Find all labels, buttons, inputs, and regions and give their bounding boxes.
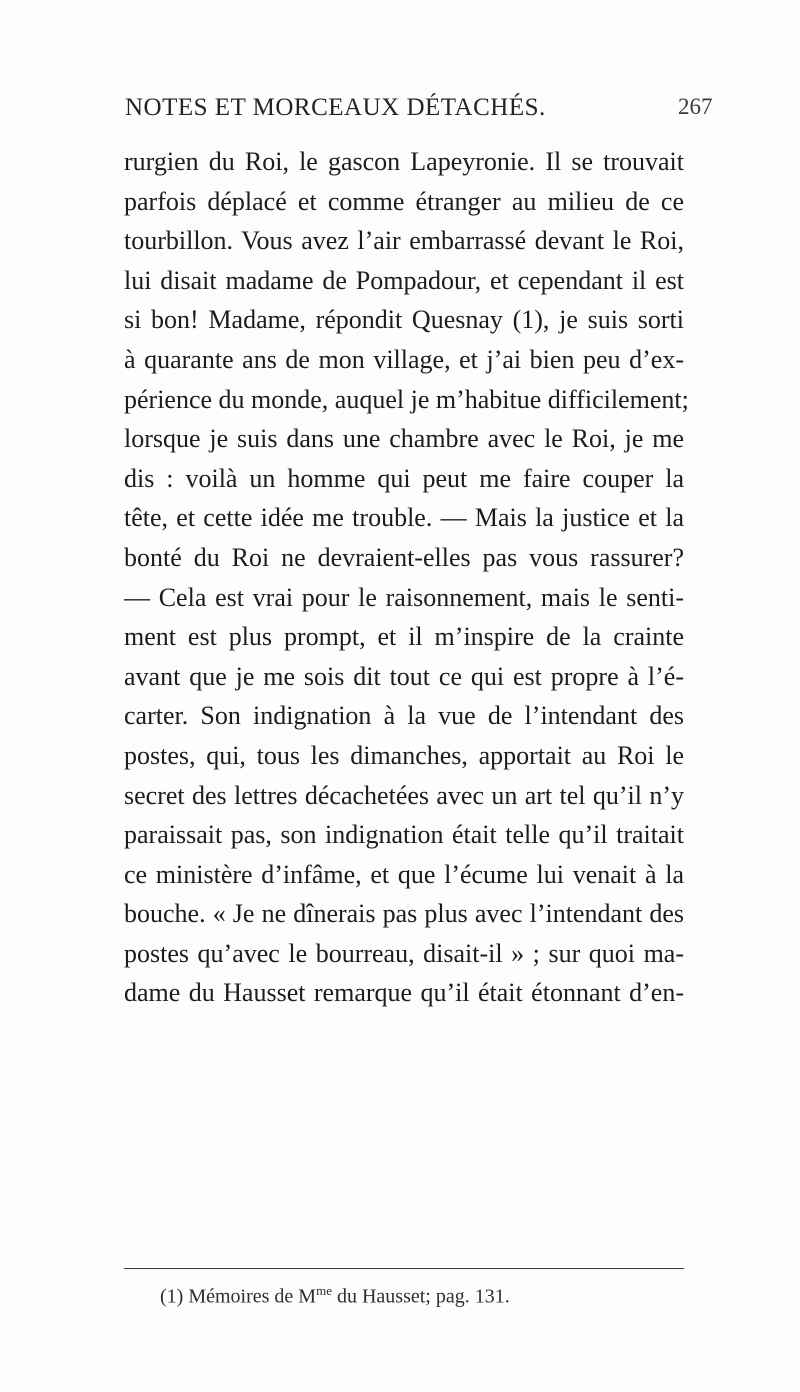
text-line: — Cela est vrai pour le raisonnement, mais le senti- xyxy=(124,582,684,612)
text-line: lorsque je suis dans une chambre avec le Roi, je me xyxy=(124,424,684,454)
text-line: paraissait pas, son indignation était telle qu’il traitait xyxy=(124,820,684,850)
footnote xyxy=(160,1283,510,1309)
text-line: ce ministère d’infâme, et que l’écume lui venait à la xyxy=(124,859,684,889)
text-line: avant que je me sois dit tout ce qui est propre à l’é- xyxy=(124,661,684,691)
text-line: bouche. « Je ne dînerais pas plus avec l’intendant des xyxy=(124,899,684,929)
text-line: secret des lettres décachetées avec un art tel qu’il n’y xyxy=(124,780,684,810)
text-line: postes qu’avec le bourreau, disait-il » ; sur quoi ma- xyxy=(124,938,684,968)
body-text xyxy=(124,142,689,1013)
text-line: bonté du Roi ne devraient-elles pas vous rassurer? xyxy=(124,542,684,572)
text-line: périence du monde, auquel je m’habitue difficilement; xyxy=(124,384,689,414)
page-header xyxy=(0,94,800,134)
text-line: rurgien du Roi, le gascon Lapeyronie. Il se trouvait xyxy=(124,147,684,176)
text-line: à quarante ans de mon village, et j’ai bien peu d’ex- xyxy=(124,344,684,374)
footnote-text: (1) Mémoires de M xyxy=(160,1285,317,1308)
text-line: dis : voilà un homme qui peut me faire couper la xyxy=(124,463,684,493)
text-line: carter. Son indignation à la vue de l’intendant des xyxy=(124,701,684,731)
footnote-superscript: me xyxy=(316,1283,332,1298)
text-line: tête, et cette idée me trouble. — Mais la justice et la xyxy=(124,503,684,533)
text-line: lui disait madame de Pompadour, et cependant il est xyxy=(124,265,684,295)
text-line: postes, qui, tous les dimanches, apportait au Roi le xyxy=(124,740,684,770)
text-line: ment est plus prompt, et il m’inspire de la crainte xyxy=(124,622,684,652)
footnote-rule xyxy=(124,1268,684,1269)
footnote-citation: du Hausset; pag. 131. xyxy=(331,1285,510,1308)
text-line: si bon! Madame, répondit Quesnay (1), je suis sorti xyxy=(124,305,684,335)
running-head: NOTES ET MORCEAUX DÉTACHÉS. xyxy=(125,94,546,121)
page-number: 267 xyxy=(678,94,713,119)
text-line: dame du Hausset remarque qu’il était étonnant d’en- xyxy=(124,978,684,1008)
text-line: tourbillon. Vous avez l’air embarrassé devant le Roi, xyxy=(124,226,684,256)
text-line: parfois déplacé et comme étranger au milieu de ce xyxy=(124,186,684,216)
